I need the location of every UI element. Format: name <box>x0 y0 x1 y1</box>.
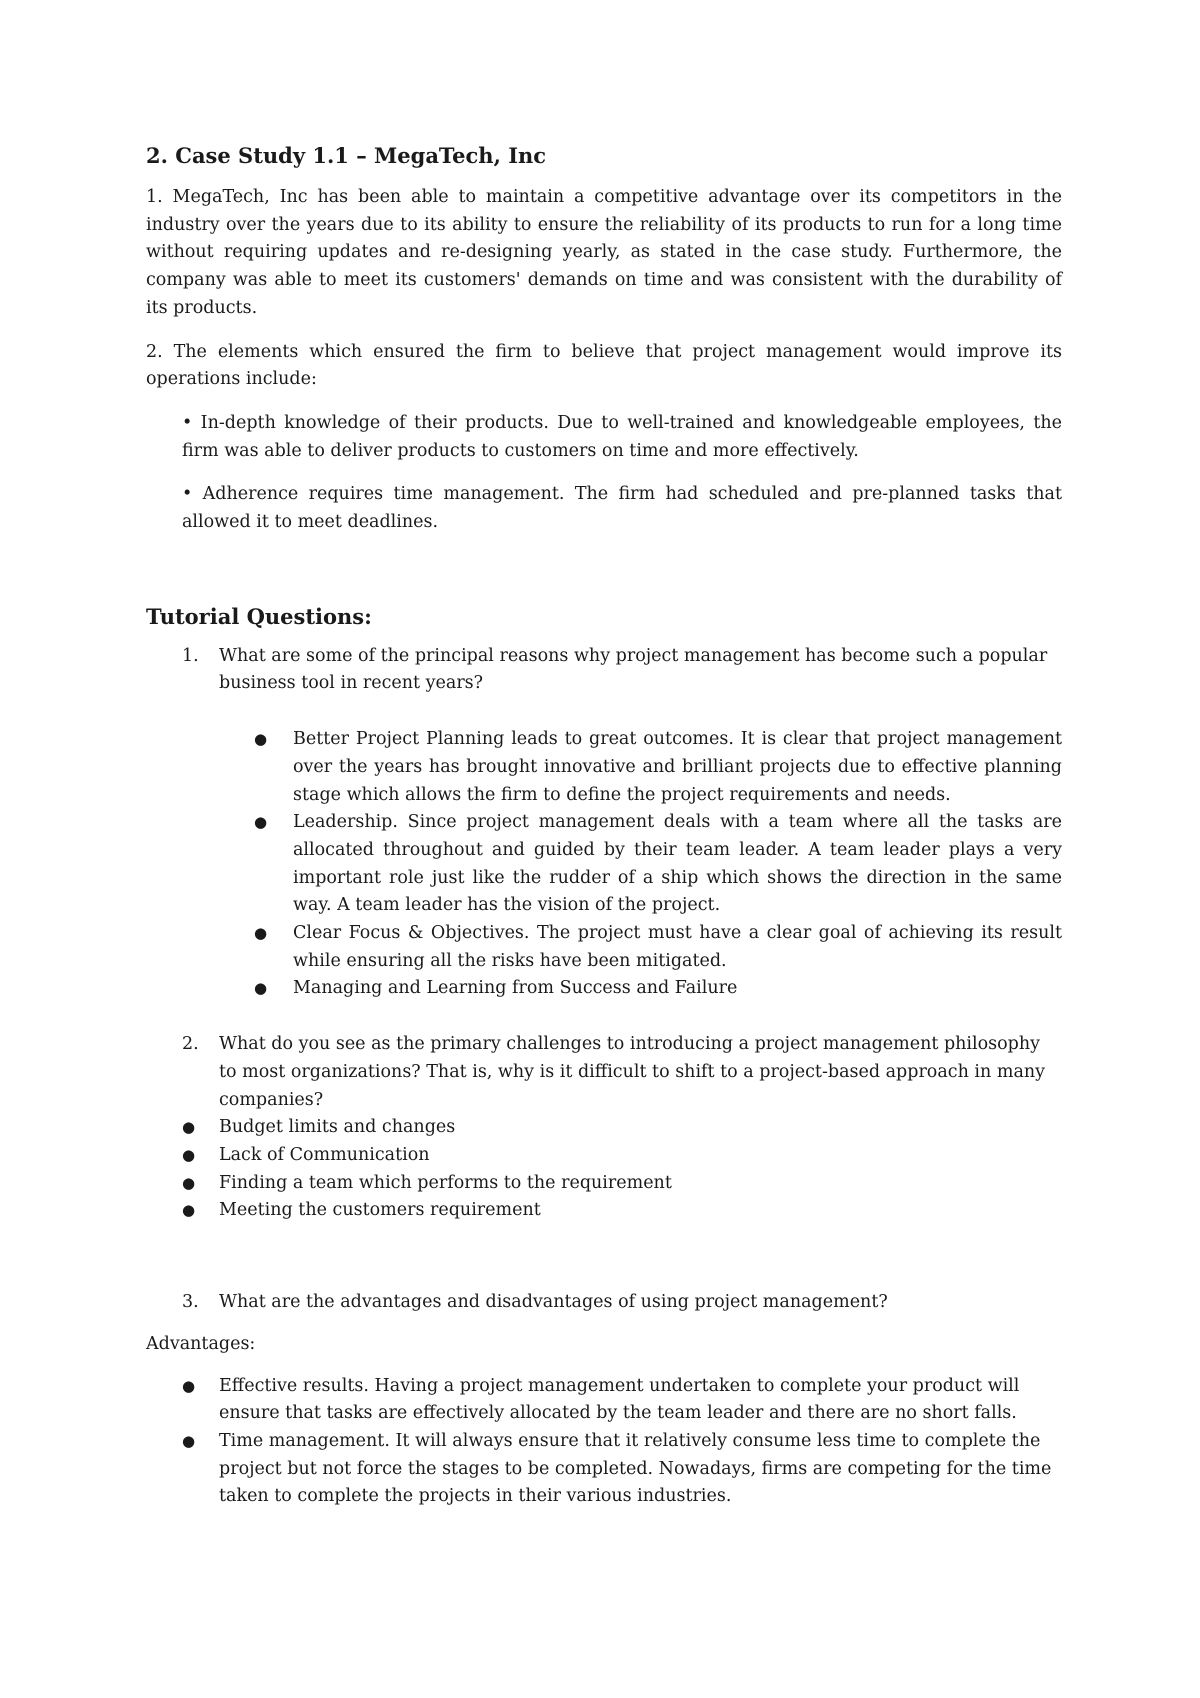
question-text: What do you see as the primary challenges to introducing a project management philosophy to most organizations? That is, why is it difficult to shift to a project-based approach in many companies? <box>219 1034 1046 1110</box>
list-item: ● Budget limits and changes <box>146 1114 1062 1142</box>
list-item: ● Leadership. Since project management deals with a team where all the tasks are allocated throughout and guided by their team leader. A team leader plays a very important role just like the rudder of a ship which shows the direction in the same way. A team leader has the vision of the project. <box>146 809 1062 920</box>
list-item: ● Finding a team which performs to the requirement <box>146 1170 1062 1198</box>
advantages-bullets <box>146 1373 1062 1512</box>
case-answer-1: 1. MegaTech, Inc has been able to maintain a competitive advantage over its competitors in the industry over the years due to its ability to ensure the reliability of its products to run for a long time without requiring updates and re-designing yearly, as stated in the case study. Furthermore, the company was able to meet its customers' demands on time and was consistent with the durability of its products. <box>146 187 1062 318</box>
bullet-icon: ● <box>182 1431 196 1450</box>
list-item: ● Better Project Planning leads to great outcomes. It is clear that project management over the years has brought innovative and brilliant projects due to effective planning stage which allows the firm to define the project requirements and needs. <box>146 726 1062 809</box>
question-1 <box>146 643 1062 698</box>
case-sub-bullet: • In-depth knowledge of their products. Due to well-trained and knowledgeable employees, the firm was able to deliver products to customers on time and more effectively. <box>182 412 1062 461</box>
document-body <box>146 142 1062 1511</box>
list-item: ● Time management. It will always ensure that it relatively consume less time to complete the project but not force the stages to be completed. Nowadays, firms are competing for the time taken to complete the projects in their various industries. <box>146 1428 1062 1511</box>
bullet-icon: ● <box>182 1145 196 1164</box>
question-2-bullets <box>146 1114 1062 1225</box>
list-item: ● Lack of Communication <box>146 1142 1062 1170</box>
list-item: ● Effective results. Having a project management undertaken to complete your product will ensure that tasks are effectively allocated by the team leader and there are no short falls. <box>146 1373 1062 1428</box>
case-sub-bullet: • Adherence requires time management. The firm had scheduled and pre-planned tasks that allowed it to meet deadlines. <box>182 484 1062 533</box>
question-1-bullets <box>146 726 1062 1003</box>
bullet-icon: ● <box>182 1118 196 1137</box>
case-study-heading: 2. Case Study 1.1 – MegaTech, Inc <box>146 143 547 168</box>
bullet-icon: ● <box>182 1201 196 1220</box>
bullet-icon: ● <box>254 979 268 998</box>
bullet-icon: ● <box>254 924 268 943</box>
tutorial-heading: Tutorial Questions: <box>146 603 372 629</box>
bullet-icon: ● <box>182 1173 196 1192</box>
question-text: What are some of the principal reasons why project management has become such a popular business tool in recent years? <box>219 645 1048 694</box>
list-item: ● Managing and Learning from Success and Failure <box>146 975 1062 1003</box>
question-2 <box>146 1031 1062 1114</box>
bullet-icon: ● <box>182 1376 196 1395</box>
bullet-icon: ● <box>254 730 268 749</box>
bullet-icon: ● <box>254 813 268 832</box>
question-number: 2. <box>182 1034 199 1055</box>
advantages-label: Advantages: <box>146 1333 256 1354</box>
list-item: ● Meeting the customers requirement <box>146 1197 1062 1225</box>
list-item: ● Clear Focus & Objectives. The project must have a clear goal of achieving its result while ensuring all the risks have been mitigated. <box>146 920 1062 975</box>
case-answer-2: 2. The elements which ensured the firm to believe that project management would improve its operations include: <box>146 341 1062 390</box>
question-number: 3. <box>182 1292 199 1313</box>
question-text: What are the advantages and disadvantages of using project management? <box>219 1292 888 1313</box>
question-number: 1. <box>182 645 199 666</box>
question-3 <box>146 1289 1062 1317</box>
